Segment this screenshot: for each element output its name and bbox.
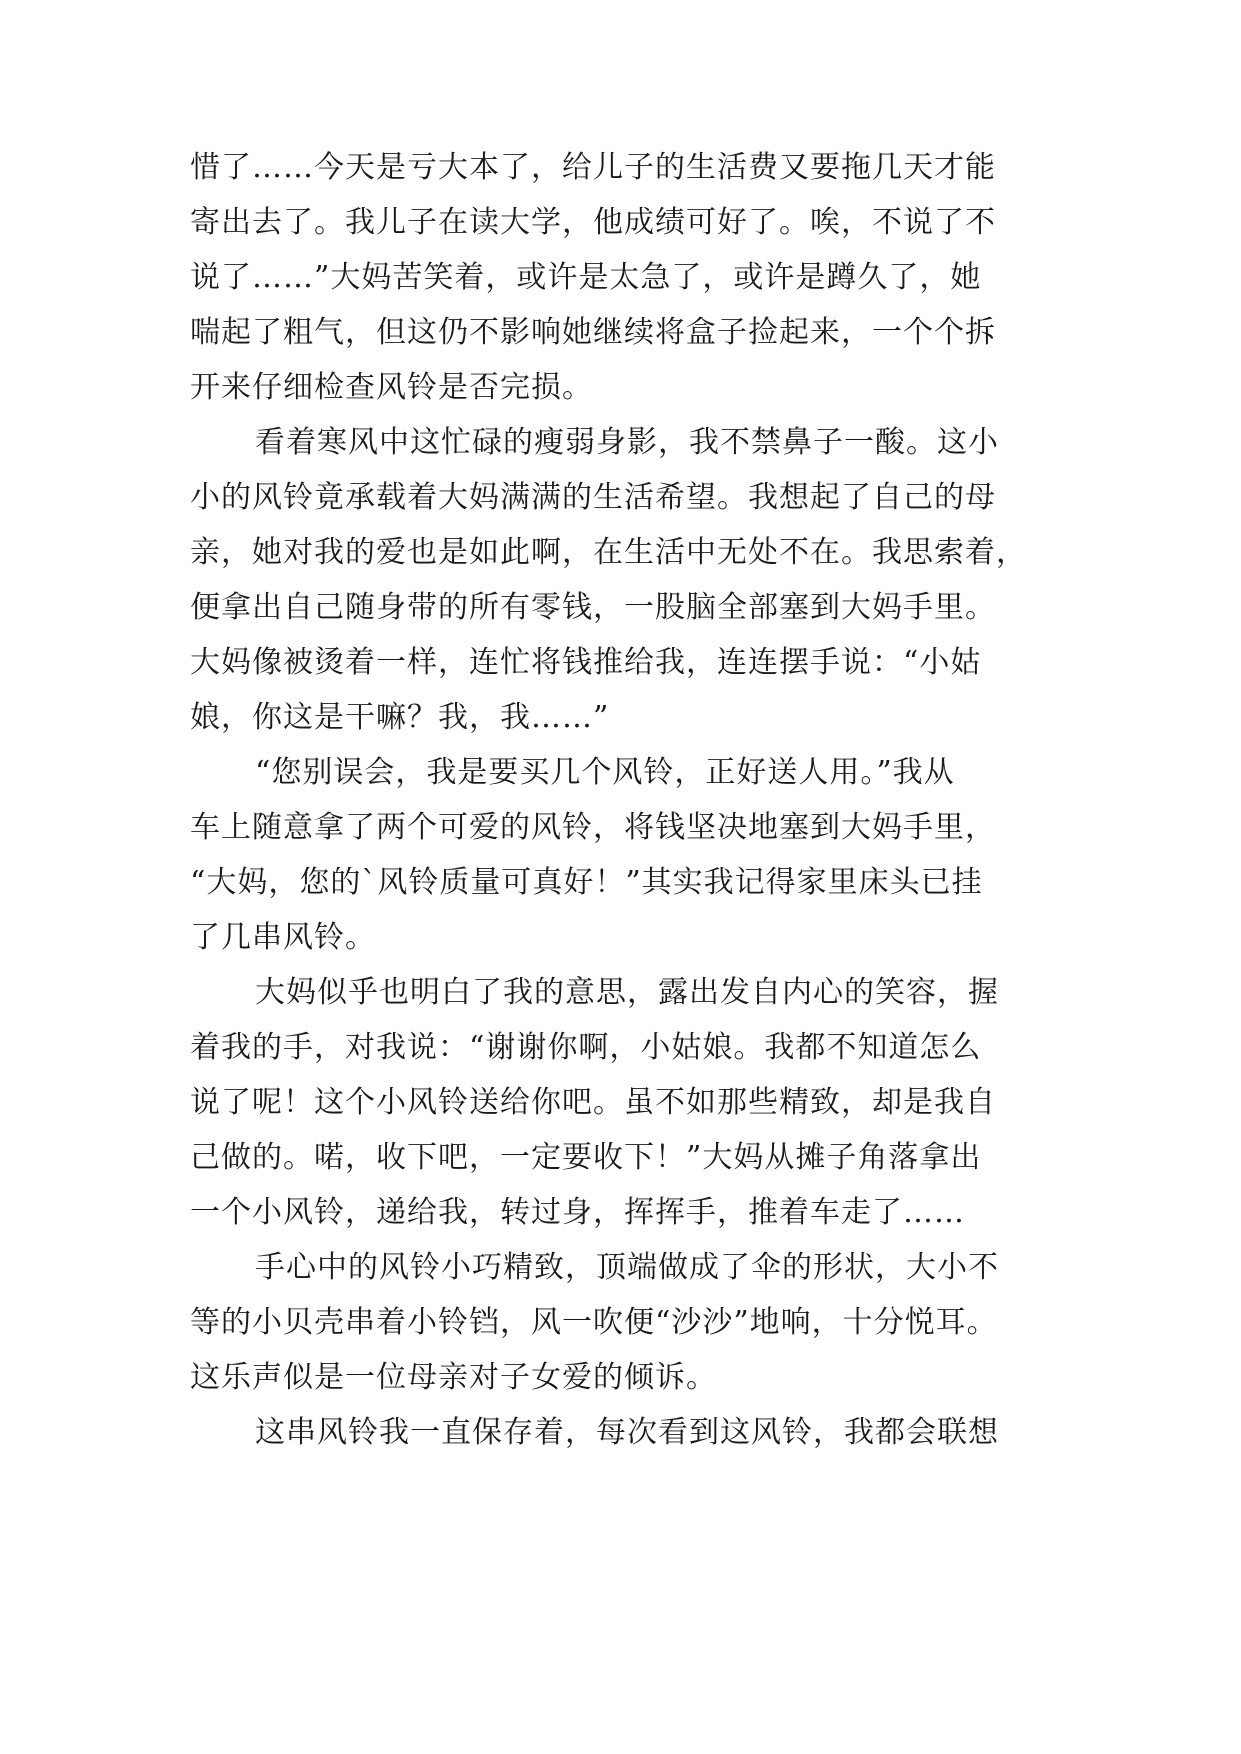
- text-line: 便拿出自己随身带的所有零钱，一股脑全部塞到大妈手里。: [190, 590, 996, 625]
- paragraph-first-line: “您别误会，我是要买几个风铃，正好送人用。”我从: [255, 755, 955, 790]
- text-line: 小的风铃竟承载着大妈满满的生活希望。我想起了自己的母: [190, 480, 996, 515]
- text-line: 了几串风铃。: [190, 920, 376, 955]
- text-line: “大妈，您的`风铃质量可真好！”其实我记得家里床头已挂: [190, 865, 983, 900]
- text-line: 己做的。喏，收下吧，一定要收下！”大妈从摊子角落拿出: [190, 1140, 982, 1175]
- text-line: 惜了……今天是亏大本了，给儿子的生活费又要拖几天才能: [190, 150, 996, 185]
- text-line: 车上随意拿了两个可爱的风铃，将钱坚决地塞到大妈手里，: [190, 810, 996, 845]
- paragraph-first-line: 大妈似乎也明白了我的意思，露出发自内心的笑容，握: [255, 975, 999, 1010]
- text-line: 一个小风铃，递给我，转过身，挥挥手，推着车走了……: [190, 1195, 965, 1230]
- paragraph-first-line: 这串风铃我一直保存着，每次看到这风铃，我都会联想: [255, 1415, 999, 1450]
- paragraph-first-line: 看着寒风中这忙碌的瘦弱身影，我不禁鼻子一酸。这小: [255, 425, 999, 460]
- paragraph-first-line: 手心中的风铃小巧精致，顶端做成了伞的形状，大小不: [255, 1250, 999, 1285]
- text-line: 说了呢！这个小风铃送给你吧。虽不如那些精致，却是我自: [190, 1085, 996, 1120]
- text-line: 说了……”大妈苦笑着，或许是太急了，或许是蹲久了，她: [190, 260, 982, 295]
- text-line: 开来仔细检查风铃是否完损。: [190, 370, 593, 405]
- text-line: 着我的手，对我说：“谢谢你啊，小姑娘。我都不知道怎么: [190, 1030, 982, 1065]
- text-line: 等的小贝壳串着小铃铛，风一吹便“沙沙”地响，十分悦耳。: [190, 1305, 998, 1340]
- text-line: 大妈像被烫着一样，连忙将钱推给我，连连摆手说：“小姑: [190, 645, 982, 680]
- text-line: 这乐声似是一位母亲对子女爱的倾诉。: [190, 1360, 717, 1395]
- text-line: 娘，你这是干嘛？我，我……”: [190, 700, 610, 735]
- text-line: 喘起了粗气，但这仍不影响她继续将盒子捡起来，一个个拆: [190, 315, 996, 350]
- text-line: 亲，她对我的爱也是如此啊，在生活中无处不在。我思索着，: [190, 535, 1027, 570]
- text-line: 寄出去了。我儿子在读大学，他成绩可好了。唉，不说了不: [190, 205, 996, 240]
